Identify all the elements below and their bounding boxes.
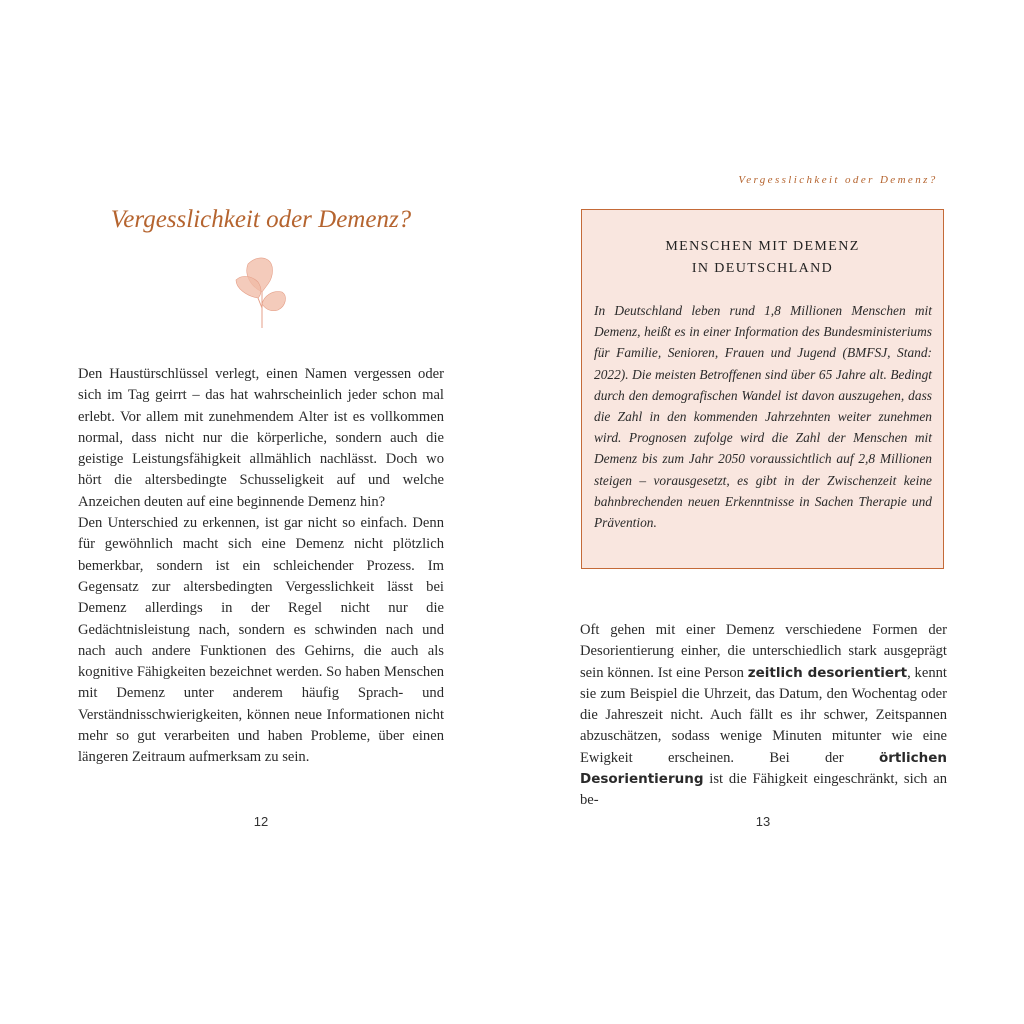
- info-box-text: In Deutschland leben rund 1,8 Millionen Menschen mit Demenz, heißt es in einer Information des Bundesministeriums für Familie, Senioren, Frauen und Jugend (BMFSJ, Stand: 2022). Die meisten Betroffenen sind über 65 Jahre alt. Bedingt durch den demografischen Wandel ist davon auszugehen, dass die Zahl in den kommenden Jahrzehnten weiter zunehmen wird. Prognosen zufolge wird die Zahl der Menschen mit Demenz bis zum Jahr 2050 voraussichtlich auf 2,8 Millionen steigen – vorausgesetzt, es gibt in der Zwischenzeit keine bahnbrechenden neuen Erkenntnisse in Sachen Therapie und Prävention.: [594, 303, 932, 531]
- text-run: , kennt sie zum Beispiel die Uhrzeit, das Datum, den Wochentag oder die Jahreszeit nicht. Auch fällt es ihr schwer, Zeitspannen abzuschätzen, sodass wenige Minuten mitunter wie eine Ewigkeit erscheinen. Bei der: [580, 664, 947, 766]
- info-box-title-line: MENSCHEN MIT DEMENZ: [665, 239, 860, 254]
- running-head: Vergesslichkeit oder Demenz?: [738, 174, 938, 186]
- ginkgo-leaf-icon: [228, 252, 292, 332]
- left-body-text: [78, 364, 444, 769]
- paragraph: Den Unterschied zu erkennen, ist gar nicht so einfach. Denn für gewöhnlich macht sich eine Demenz nicht plötzlich bemerkbar, sondern ist ein schleichender Prozess. Im Gegensatz zur altersbedingten Vergesslichkeit lässt bei Demenz allerdings in der Regel nicht nur die Gedächtnisleistung nach, sondern es schwinden nach und nach auch andere Funktionen des Gehirns, die auch als kognitive Fähigkeiten bezeichnet werden. So haben Menschen mit Demenz unter anderem häufig Sprach- und Verständnisschwierigkeiten, können neue Informationen nicht mehr so gut verarbeiten und haben Probleme, über einen längeren Zeitraum aufmerksam zu sein.: [78, 515, 444, 766]
- info-box: [581, 209, 944, 569]
- page-number: 13: [755, 814, 771, 829]
- page-number: 12: [253, 814, 269, 829]
- bold-term: zeitlich desorientiert: [747, 664, 908, 681]
- info-box-title-line: IN DEUTSCHLAND: [691, 261, 834, 276]
- bold-term: örtlichen Desorientierung: [580, 749, 947, 788]
- paragraph: Den Haustürschlüssel verlegt, einen Namen vergessen oder sich im Tag geirrt – das hat wahrscheinlich jeder schon mal erlebt. Vor allem mit zunehmendem Alter ist es vollkommen normal, dass nicht nur die körperliche, sondern auch die geistige Leistungsfähigkeit allmählich nachlässt. Doch wo hört die altersbedingte Schusseligkeit auf und welche Anzeichen deuten auf eine beginnende Demenz hin?: [78, 366, 444, 510]
- text-run: ist die Fähigkeit eingeschränkt, sich an be-: [580, 771, 947, 809]
- right-body-text: [580, 620, 947, 812]
- info-box-title: [582, 236, 943, 280]
- right-page: [512, 0, 1024, 1024]
- text-run: Oft gehen mit einer Demenz verschiedene Formen der Desorientierung einher, die unterschiedlich stark ausgeprägt sein können. Ist eine Person: [580, 622, 947, 681]
- chapter-title: Vergesslichkeit oder Demenz?: [110, 206, 412, 233]
